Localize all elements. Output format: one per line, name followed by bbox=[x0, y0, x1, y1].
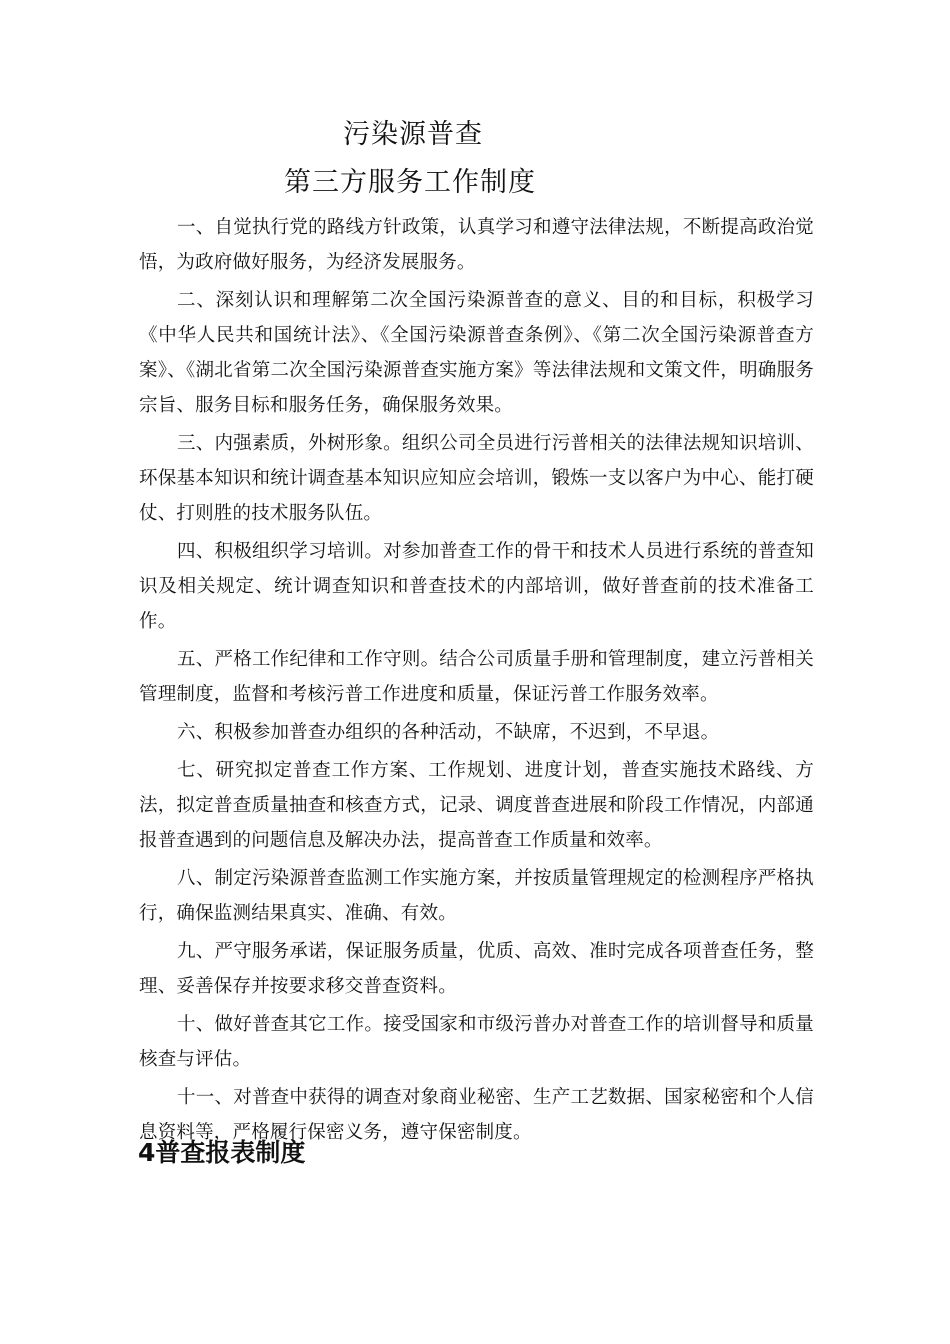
paragraph-8: 八、制定污染源普查监测工作实施方案，并按质量管理规定的检测程序严格执行，确保监测结果真实、准确、有效。 bbox=[139, 868, 814, 924]
document-title-line-2: 第三方服务工作制度 bbox=[284, 167, 536, 198]
document-body bbox=[139, 210, 814, 1153]
paragraph-2: 二、深刻认识和理解第二次全国污染源普查的意义、目的和目标，积极学习《中华人民共和国统计法》、《全国污染源普查条例》、《第二次全国污染源普查方案》、《湖北省第二次全国污染源普查实施方案》等法律法规和文策文件，明确服务宗旨、服务目标和服务任务，确保服务效果。 bbox=[139, 290, 814, 416]
document-title-line-1: 污染源普查 bbox=[343, 119, 483, 150]
paragraph-11: 十一、对普查中获得的调查对象商业秘密、生产工艺数据、国家秘密和个人信息资料等，严格履行保密义务，遵守保密制度。 bbox=[139, 1087, 814, 1143]
paragraph-7: 七、研究拟定普查工作方案、工作规划、进度计划，普查实施技术路线、方法，拟定普查质量抽查和核查方式，记录、调度普查进展和阶段工作情况，内部通报普查遇到的问题信息及解决办法，提高普查工作质量和效率。 bbox=[139, 760, 814, 851]
paragraph-10: 十、做好普查其它工作。接受国家和市级污普办对普查工作的培训督导和质量核查与评估。 bbox=[139, 1014, 814, 1070]
section-heading: 4普查报表制度 bbox=[138, 1138, 306, 1167]
paragraph-5: 五、严格工作纪律和工作守则。结合公司质量手册和管理制度，建立污普相关管理制度，监督和考核污普工作进度和质量，保证污普工作服务效率。 bbox=[139, 649, 814, 705]
paragraph-6: 六、积极参加普查办组织的各种活动，不缺席，不迟到，不早退。 bbox=[177, 722, 720, 743]
paragraph-9: 九、严守服务承诺，保证服务质量，优质、高效、准时完成各项普查任务，整理、妥善保存并按要求移交普查资料。 bbox=[139, 941, 814, 997]
paragraph-4: 四、积极组织学习培训。对参加普查工作的骨干和技术人员进行系统的普查知识及相关规定、统计调查知识和普查技术的内部培训，做好普查前的技术准备工作。 bbox=[139, 541, 814, 632]
paragraph-1: 一、自觉执行党的路线方针政策，认真学习和遵守法律法规，不断提高政治觉悟，为政府做好服务，为经济发展服务。 bbox=[139, 217, 814, 273]
paragraph-3: 三、内强素质，外树形象。组织公司全员进行污普相关的法律法规知识培训、环保基本知识和统计调查基本知识应知应会培训，锻炼一支以客户为中心、能打硬仗、打则胜的技术服务队伍。 bbox=[139, 433, 814, 524]
